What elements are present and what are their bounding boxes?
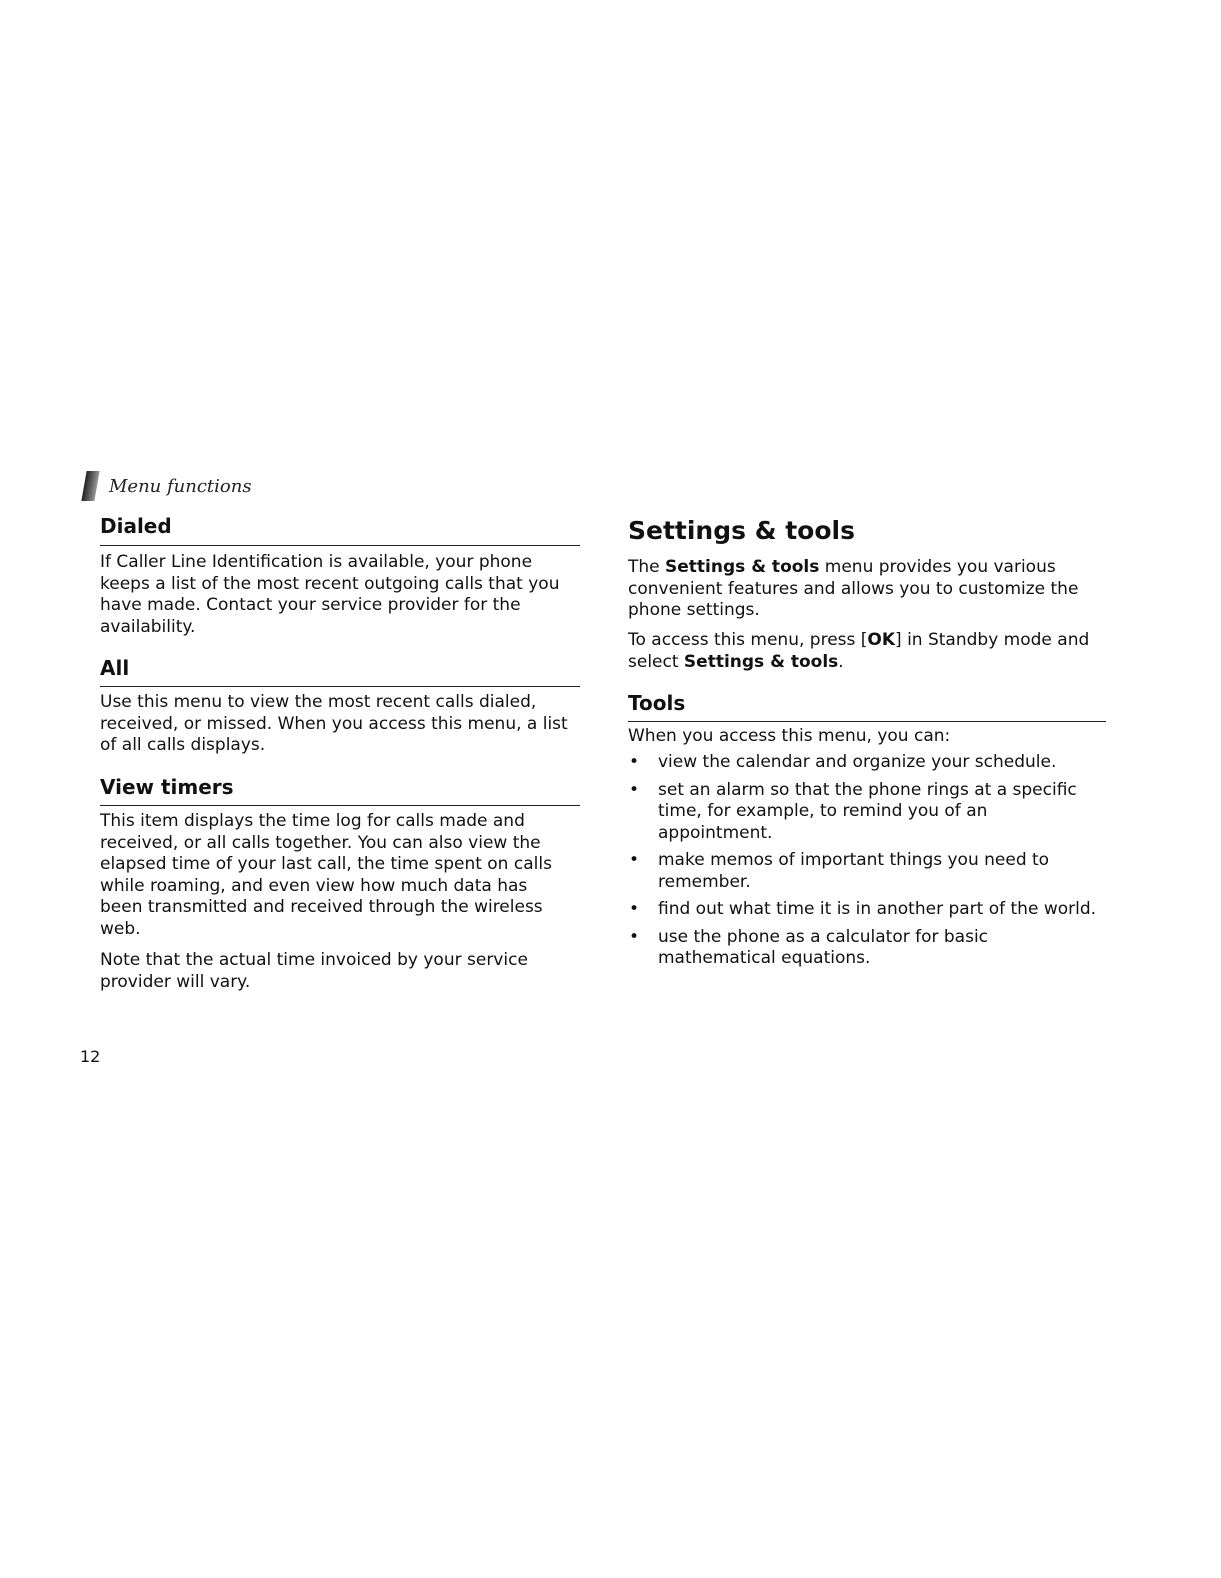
page-number: 12	[80, 1047, 101, 1066]
settings-intro: The Settings & tools menu provides you various convenient features and allows you to customize the phone settings.	[628, 557, 1079, 620]
all-divider	[100, 686, 580, 687]
dialed-divider	[100, 545, 580, 546]
tools-heading: Tools	[628, 691, 686, 715]
tools-divider	[628, 721, 1106, 722]
settings-heading: Settings & tools	[628, 516, 855, 545]
list-item-text: set an alarm so that the phone rings at a specific time, for example, to remind you of an appointment.	[658, 779, 1077, 843]
dialed-heading: Dialed	[100, 514, 172, 538]
view-timers-body: This item displays the time log for calls made and received, or all calls together. You can also view the elapsed time of your last call, the time spent on calls while roaming, and even view how much data has been transmitted and received through the wireless web.	[100, 811, 552, 939]
bullet-icon: •	[629, 752, 640, 772]
header-bar-icon	[81, 471, 99, 501]
all-heading: All	[100, 656, 130, 680]
list-item-text: find out what time it is in another part of the world.	[658, 899, 1097, 919]
bullet-icon: •	[629, 779, 640, 800]
dialed-body: If Caller Line Identification is available, your phone keeps a list of the most recent outgoing calls that you have made. Contact your service provider for the availability.	[100, 552, 560, 637]
tools-intro: When you access this menu, you can:	[628, 726, 951, 746]
bullet-icon: •	[629, 850, 640, 870]
view-timers-heading: View timers	[100, 775, 234, 799]
header-title: Menu functions	[109, 476, 252, 497]
all-body: Use this menu to view the most recent calls dialed, received, or missed. When you access this menu, a list of all calls displays.	[100, 692, 568, 755]
list-item	[628, 899, 1106, 921]
list-item-text: view the calendar and organize your schedule.	[658, 752, 1057, 772]
list-item	[628, 780, 1106, 845]
view-timers-note: Note that the actual time invoiced by your service provider will vary.	[100, 950, 528, 992]
list-item	[628, 927, 1106, 970]
list-item	[628, 850, 1106, 893]
list-item-text: use the phone as a calculator for basic mathematical equations.	[658, 926, 989, 968]
bullet-icon: •	[629, 899, 640, 919]
list-item	[628, 752, 1106, 774]
list-item-text: make memos of important things you need to remember.	[658, 850, 1050, 892]
settings-access-instructions: To access this menu, press [OK] in Standby mode and select Settings & tools.	[628, 630, 1090, 672]
bullet-icon: •	[629, 926, 640, 947]
tools-bullet-list	[628, 752, 1106, 976]
view-timers-divider	[100, 805, 580, 806]
